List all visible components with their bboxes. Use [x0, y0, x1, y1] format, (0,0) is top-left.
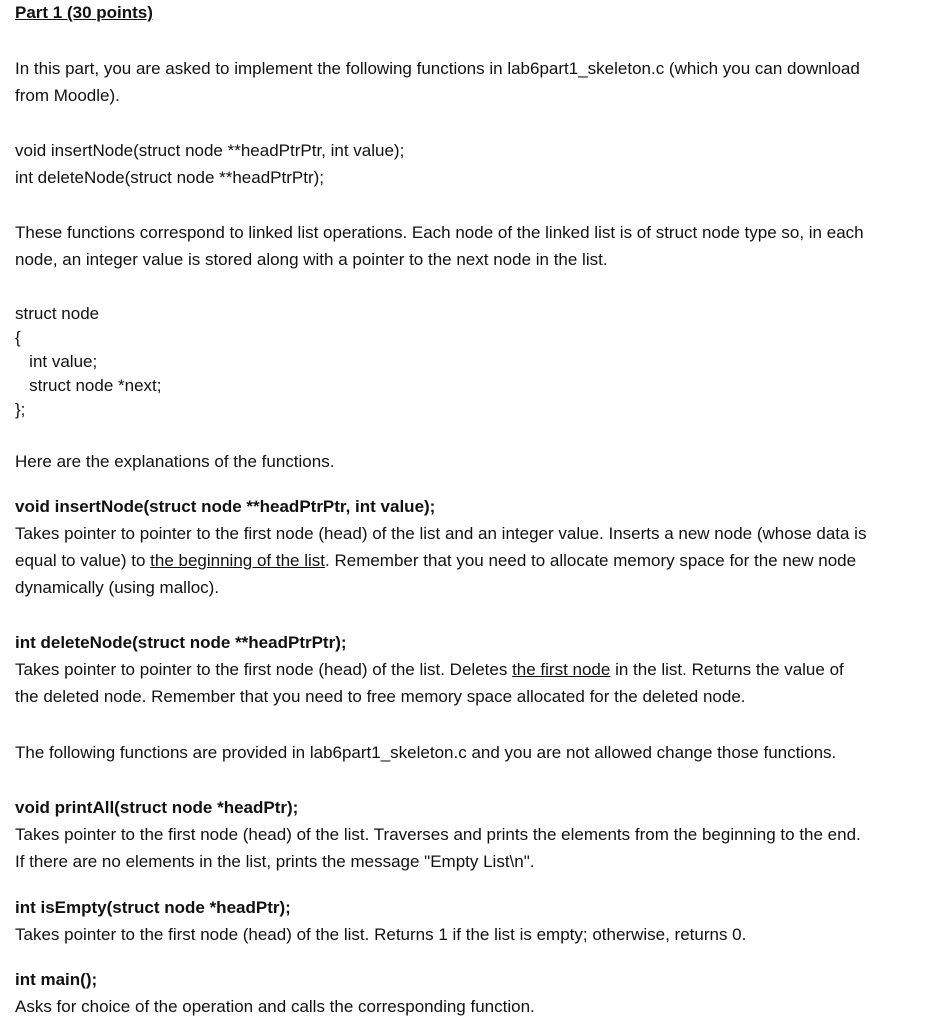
print-all-line-2: If there are no elements in the list, prints the message "Empty List\n".: [15, 852, 535, 871]
prototype-insert: void insertNode(struct node **headPtrPtr, int value);: [15, 141, 405, 160]
explanations-heading-text: Here are the explanations of the functions.: [15, 452, 335, 471]
print-all-line-1: Takes pointer to the first node (head) of the list. Traverses and prints the elements from the beginning to the end.: [15, 825, 861, 844]
provided-functions-note: [15, 739, 930, 766]
is-empty-section: [15, 894, 930, 948]
intro-line-1: In this part, you are asked to implement the following functions in lab6part1_skeleton.c (which you can download: [15, 59, 860, 78]
main-section: [15, 966, 930, 1020]
code-line-3: int value;: [15, 352, 98, 371]
prototype-delete: int deleteNode(struct node **headPtrPtr);: [15, 168, 325, 187]
print-all-section: [15, 794, 930, 875]
linked-list-line-1: These functions correspond to linked list operations. Each node of the linked list is of struct node type so, in each: [15, 223, 864, 242]
linked-list-line-2: node, an integer value is stored along with a pointer to the next node in the list.: [15, 250, 608, 269]
insert-node-emphasis: the beginning of the list: [150, 551, 326, 570]
code-line-5: };: [15, 400, 26, 419]
prototype-list: [15, 137, 930, 191]
delete-node-signature: int deleteNode(struct node **headPtrPtr);: [15, 633, 347, 652]
code-line-4: struct node *next;: [15, 376, 162, 395]
part-title: Part 1 (30 points): [15, 3, 153, 22]
struct-code-block: [15, 302, 930, 422]
insert-node-signature: void insertNode(struct node **headPtrPtr, int value);: [15, 497, 436, 516]
delete-node-section: [15, 629, 930, 710]
insert-node-line-2: [15, 547, 930, 574]
print-all-signature: void printAll(struct node *headPtr);: [15, 798, 299, 817]
delete-node-line-1-post: in the list. Returns the value of: [610, 660, 844, 679]
linked-list-description: [15, 219, 930, 273]
insert-node-line-1: Takes pointer to pointer to the first node (head) of the list and an integer value. Inserts a new node (whose data is: [15, 524, 867, 543]
delete-node-line-1-pre: Takes pointer to pointer to the first node (head) of the list. Deletes: [15, 660, 513, 679]
insert-node-line-2-pre: equal to value) to: [15, 551, 151, 570]
main-signature: int main();: [15, 970, 98, 989]
delete-node-emphasis: the first node: [512, 660, 611, 679]
is-empty-line-1: Takes pointer to the first node (head) of the list. Returns 1 if the list is empty; otherwise, returns 0.: [15, 925, 747, 944]
insert-node-line-2-post: . Remember that you need to allocate memory space for the new node: [325, 551, 857, 570]
delete-node-line-1: [15, 656, 930, 683]
insert-node-section: [15, 493, 930, 601]
intro-paragraph: [15, 55, 930, 109]
intro-line-2: from Moodle).: [15, 86, 120, 105]
insert-node-line-3: dynamically (using malloc).: [15, 578, 220, 597]
is-empty-signature: int isEmpty(struct node *headPtr);: [15, 898, 291, 917]
provided-note-text: The following functions are provided in lab6part1_skeleton.c and you are not allowed change those functions.: [15, 743, 837, 762]
main-line-1: Asks for choice of the operation and calls the corresponding function.: [15, 997, 535, 1016]
delete-node-line-2: the deleted node. Remember that you need to free memory space allocated for the deleted node.: [15, 687, 746, 706]
code-line-2: {: [15, 328, 21, 347]
explanations-heading: [15, 448, 930, 475]
code-line-1: struct node: [15, 304, 100, 323]
